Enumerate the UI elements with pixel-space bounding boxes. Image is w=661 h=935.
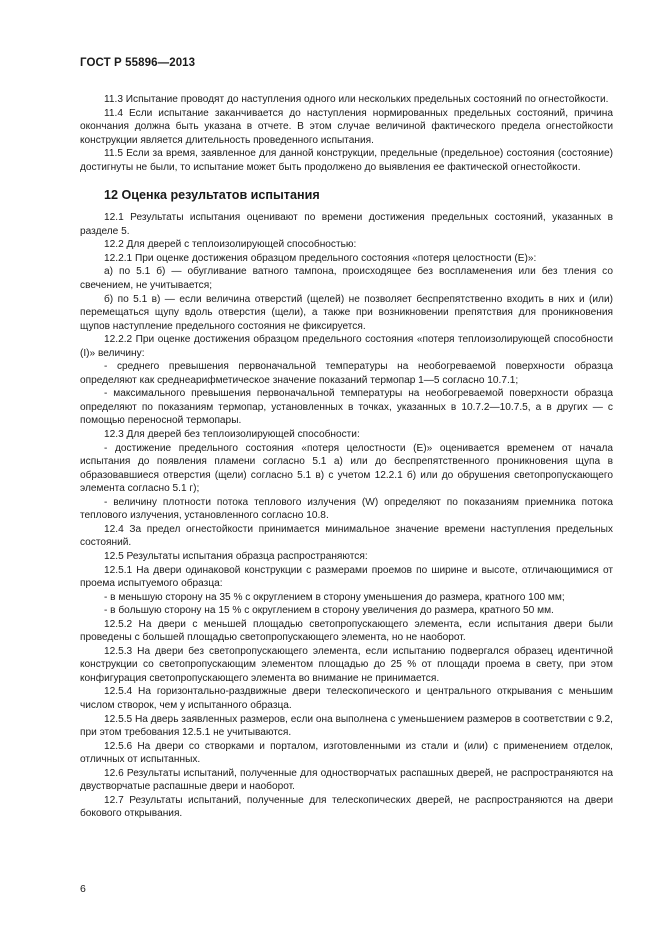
clause-12-4: 12.4 За предел огнестойкости принимается минимальное значение времени наступления предельных состояний.	[80, 523, 613, 549]
clause-12-5-6: 12.5.6 На двери со створками и порталом, изготовленными из стали и (или) с применением отделок, отличных от испытанных.	[80, 740, 613, 766]
clause-12-2-1-b: б) по 5.1 в) — если величина отверстий (щелей) не позволяет беспрепятственно входить в них и (или) перемещаться щупу вдоль отверстия (щели), а также при возникновении препятствия для проникновения щупов наступление предельного состояния не фиксируется.	[80, 293, 613, 332]
clause-12-5-2: 12.5.2 На двери с меньшей площадью светопропускающего элемента, если испытания двери были проведены с большей площадью светопропускающего элемента, но не наоборот.	[80, 618, 613, 644]
clause-11-3: 11.3 Испытание проводят до наступления одного или нескольких предельных состояний по огнестойкости.	[104, 94, 609, 105]
clause-12-6: 12.6 Результаты испытаний, полученные для одностворчатых распашных дверей, не распространяются на двустворчатые распашные двери и наоборот.	[80, 767, 613, 793]
clause-12-2-1: 12.2.1 При оценке достижения образцом предельного состояния «потеря целостности (E)»:	[104, 252, 537, 264]
clause-12-5-1-item-1: - в меньшую сторону на 35 % с округлением в сторону уменьшения до размера, кратного 100 мм;	[104, 591, 565, 603]
clause-12-2-1-a: а) по 5.1 б) — обугливание ватного тампона, происходящее без воспламенения или без тления со свечением, не учитывается;	[80, 266, 613, 292]
section-12-body	[80, 211, 613, 821]
clause-12-2-2-item-2: - максимального превышения первоначальной температуры на необогреваемой поверхности образца определяют по показаниям термопар, установленных в точках, указанных в 10.7.2—10.7.5, а в других — с помощью переносной термопары.	[80, 388, 613, 427]
document-body	[80, 93, 613, 821]
clause-11-4: 11.4 Если испытание заканчивается до наступления нормированных предельных состояний, причина окончания должна быть указана в отчете. В этом случае величиной фактического предела огнестойкости конструкции является длительность проведенного испытания.	[80, 107, 613, 146]
clause-12-1: 12.1 Результаты испытания оценивают по времени достижения предельных состояний, указанных в разделе 5.	[80, 212, 613, 237]
clause-12-5-5: 12.5.5 На дверь заявленных размеров, если она выполнена с уменьшением размеров в соответствии с 9.2, при этом требования 12.5.1 не учитываются.	[80, 713, 613, 739]
clause-12-5: 12.5 Результаты испытания образца распространяются:	[104, 550, 368, 562]
clause-12-5-1-item-2: - в большую сторону на 15 % с округлением в сторону увеличения до размера, кратного 50 мм.	[104, 605, 554, 617]
section-11-continued	[80, 93, 613, 174]
clause-11-5: 11.5 Если за время, заявленное для данной конструкции, предельные (предельное) состояния (состояние) достигнуты не были, то испытание может быть продолжено до выявления ее фактической огнестойкости.	[80, 148, 613, 173]
clause-12-5-4: 12.5.4 На горизонтально-раздвижные двери телескопического и центрального открывания с меньшим числом створок, чем у испытанного образца.	[80, 686, 613, 711]
clause-12-2: 12.2 Для дверей с теплоизолирующей способностью:	[104, 239, 357, 251]
clause-12-7: 12.7 Результаты испытаний, полученные для телескопических дверей, не распространяются на двери бокового открывания.	[80, 794, 613, 820]
clause-12-3: 12.3 Для дверей без теплоизолирующей способности:	[104, 429, 360, 441]
clause-12-3-item-2: - величину плотности потока теплового излучения (W) определяют по показаниям приемника потока теплового излучения, установленного согласно 10.8.	[80, 496, 613, 522]
clause-12-3-item-1: - достижение предельного состояния «потеря целостности (E)» оценивается временем от начала испытания до появления пламени согласно 5.1 а) или до беспрепятственного проникновения щупа в образовавшиеся отверстия (щели) согласно 5.1 в) с учетом 12.2.1 б) или до обрушения светопропускающего элемента согласно 5.1 г);	[80, 442, 613, 495]
clause-12-2-2-item-1: - среднего превышения первоначальной температуры на необогреваемой поверхности образца определяют как среднеарифметическое значение показаний термопар 1—5 согласно 10.7.1;	[80, 361, 613, 386]
clause-12-5-1: 12.5.1 На двери одинаковой конструкции с размерами проемов по ширине и высоте, отличающимися от проема испытуемого образца:	[80, 564, 613, 590]
document-header: ГОСТ Р 55896—2013	[80, 57, 196, 69]
section-12-title: 12 Оценка результатов испытания	[104, 188, 320, 203]
clause-12-2-2: 12.2.2 При оценке достижения образцом предельного состояния «потеря теплоизолирующей способности (I)» величину:	[80, 334, 613, 359]
clause-12-5-3: 12.5.3 На двери без светопропускающего элемента, если испытанию подвергался образец идентичной конструкции со светопропускающим элементом площадью до 25 % от площади проема в свету, при этом конфигурация светопропускающего элемента во внимание не принимается.	[80, 645, 613, 684]
page-number: 6	[80, 883, 86, 895]
